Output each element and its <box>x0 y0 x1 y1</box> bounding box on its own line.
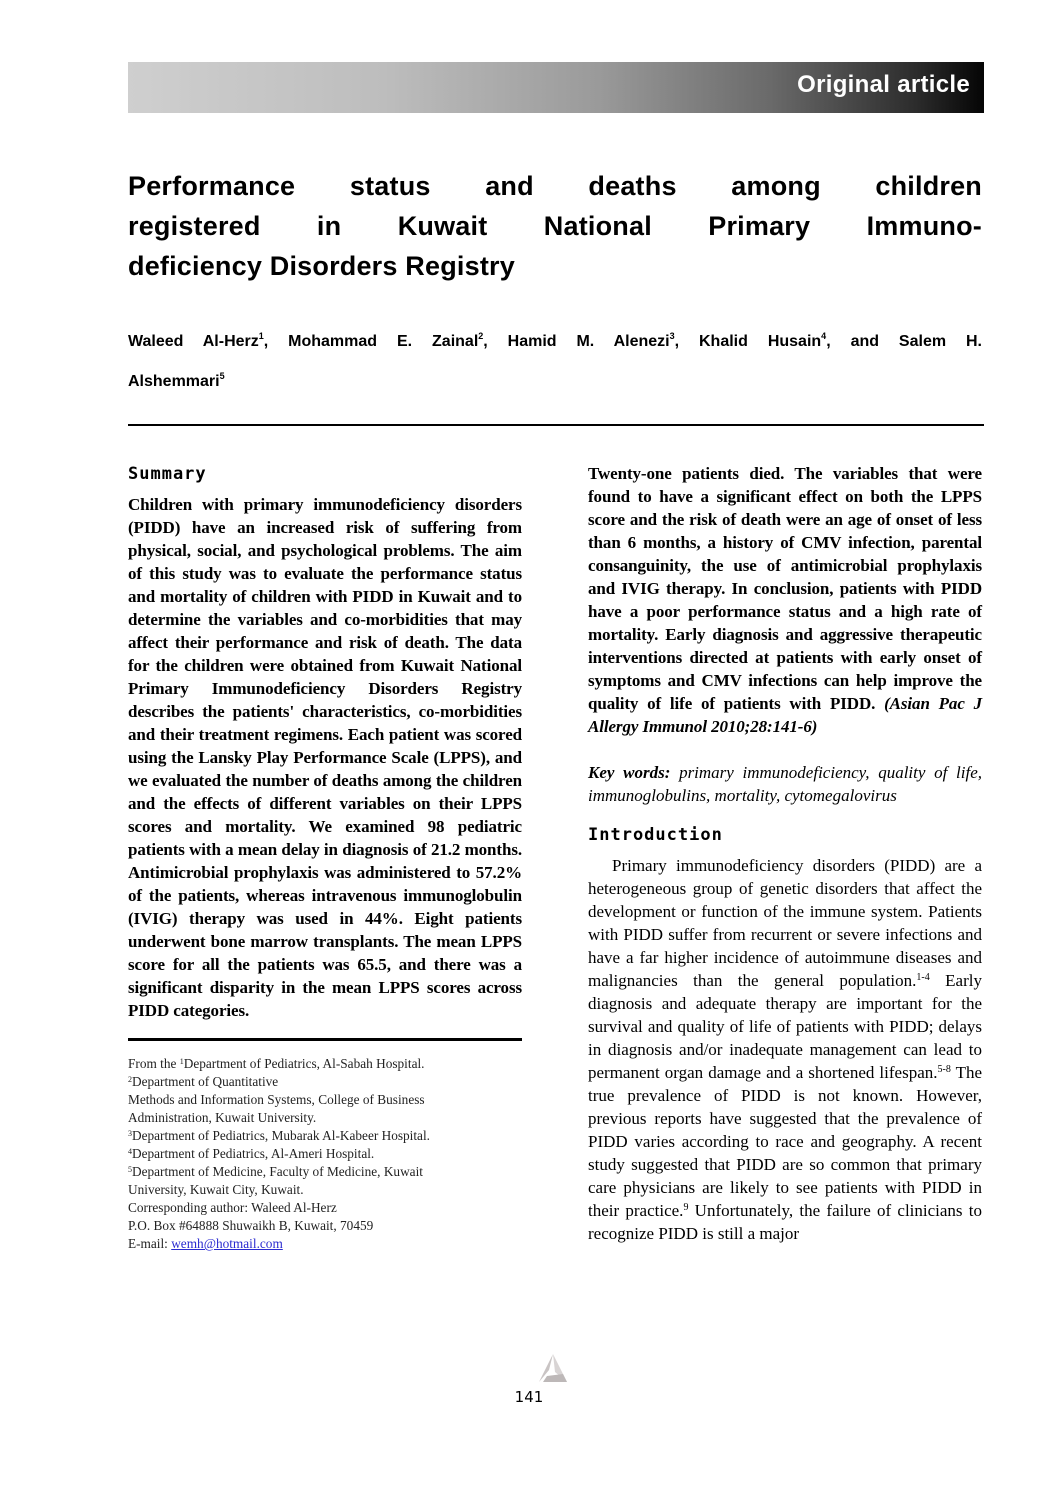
right-column <box>588 462 982 1245</box>
footnote-divider <box>128 1038 522 1041</box>
email-line: E-mail: wemh@hotmail.com <box>128 1236 283 1251</box>
affiliation-line: $^5$Department of Medicine, Faculty of Medicine, Kuwait <box>128 1164 423 1179</box>
affiliation-marker: 2 <box>478 331 484 341</box>
author-name: Hamid M. Alenezi <box>507 333 670 350</box>
citation-ref: 5-8 <box>937 1064 951 1075</box>
citation-ref: 1-4 <box>916 972 930 983</box>
header-divider <box>128 424 984 426</box>
summary-text-left: Children with primary immunodeficiency disorders (PIDD) have an increased risk of suffering from physical, social, and psychological problems. The aim of this study was to evaluate the performance status and mortality of children with PIDD in Kuwait and to determine the variables and co-morbidities that may affect their performance and risk of death. The data for the children were obtained from Kuwait National Primary Immunodeficiency Disorders Registry describes the patients' characteristics, co-morbidities and their treatment regimens. Each patient was scored using the Lansky Play Performance Scale (LPPS), and we evaluated the number of deaths among the children and the effects of different variables on their LPPS scores and mortality. We examined 98 pediatric patients with a mean delay in diagnosis of 21.2 months. Antimicrobial prophylaxis was administered to 57.2% of the patients, whereas intravenous immunoglobulin (IVIG) therapy was used in 44%. Eight patients underwent bone marrow transplants. The mean LPPS score for all the patients was 65.5, and there was a significant disparity in the mean LPPS scores across PIDD categories. <box>128 495 522 1020</box>
affiliations-footnote <box>128 1055 522 1253</box>
affiliation-marker: 5 <box>219 371 225 381</box>
introduction-heading: Introduction <box>588 825 723 845</box>
keywords <box>588 761 982 807</box>
summary-text-right: Twenty-one patients died. The variables that were found to have a significant effect on both the LPPS score and the risk of death were an age of onset of less than 6 months, a history of CMV infection, parental consanguinity, the use of antimicrobial prophylaxis and IVIG therapy. In conclusion, patients with PIDD have a poor performance status and a high rate of mortality. Early diagnosis and aggressive therapeutic interventions directed at patients with early onset of symptoms and CMV infections can help improve the quality of life of patients with PIDD. (Asian Pac J Allergy Immunol 2010;28:141-6) <box>588 464 982 736</box>
affiliation-line: $^4$Department of Pediatrics, Al-Ameri Hospital. <box>128 1146 375 1161</box>
email-link[interactable]: wemh@hotmail.com <box>171 1236 283 1251</box>
corresponding-author: Corresponding author: Waleed Al-Herz <box>128 1200 337 1215</box>
affiliation-marker: 3 <box>669 331 675 341</box>
affiliation-line: $^2$Department of Quantitative <box>128 1074 279 1089</box>
article-type-banner <box>128 62 984 113</box>
author-list: Waleed Al-Herz$^1$, Mohammad E. Zainal$^2$, Hamid M. Alenezi$^3$, Khalid Husain$^4$, and Salem H. Alshemmari$^5$ <box>128 331 983 390</box>
author-name: Khalid Husain <box>699 333 822 350</box>
affiliation-line: From the $^1$Department of Pediatrics, Al-Sabah Hospital. <box>128 1056 425 1071</box>
left-column <box>128 462 522 1253</box>
title-line: registered in Kuwait National Primary Immuno- <box>128 211 982 241</box>
citation-ref: 9 <box>683 1202 689 1213</box>
title-line: Performance status and deaths among children <box>128 171 982 201</box>
author-name: and Salem H. <box>850 333 983 350</box>
affiliation-line: University, Kuwait City, Kuwait. <box>128 1182 304 1197</box>
affiliation-marker: 1 <box>258 331 264 341</box>
author-name: Mohammad E. Zainal <box>288 333 479 350</box>
article-type-label: Original article <box>797 71 970 98</box>
article-title <box>128 166 982 286</box>
affiliation-marker: 4 <box>821 331 827 341</box>
summary-heading: Summary <box>128 464 207 484</box>
keywords-text: primary immunodeficiency, quality of life, immunoglobulins, mortality, cytomegalovirus <box>588 763 982 805</box>
affiliation-line: Administration, Kuwait University. <box>128 1110 317 1125</box>
keywords-label: Key words: <box>588 763 671 782</box>
author-name: Waleed Al-Herz <box>128 333 259 350</box>
affiliation-line: Methods and Information Systems, College of Business <box>128 1092 425 1107</box>
postal-address: P.O. Box #64888 Shuwaikh B, Kuwait, 70459 <box>128 1218 374 1233</box>
page-number: 141 <box>514 1388 544 1406</box>
introduction-text: Primary immunodeficiency disorders (PIDD) are a heterogeneous group of genetic disorders that affect the development or function of the immune system. Patients with PIDD suffer from recurrent or severe infections and have a far higher incidence of autoimmune diseases and malignancies than the general population.$^{1-4}$ Early diagnosis and adequate therapy are important for the survival and quality of life of patients with PIDD; delays in diagnosis and/or inadequate management can lead to permanent organ damage and a shortened lifespan.$^{5-8}$ The true prevalence of PIDD is not known. However, previous reports have suggested that the prevalence of PIDD varies according to race and geography. A recent study suggested that PIDD are so common that primary care physicians are likely to see patients with PIDD in their practice.$^9$ Unfortunately, the failure of clinicians to recognize PIDD is still a major <box>588 856 983 1243</box>
affiliation-line: $^3$Department of Pediatrics, Mubarak Al-Kabeer Hospital. <box>128 1128 430 1143</box>
journal-logo-icon <box>533 1352 573 1384</box>
title-line: deficiency Disorders Registry <box>128 251 515 281</box>
author-name: Alshemmari <box>128 373 220 390</box>
journal-citation: (Asian Pac J Allergy Immunol 2010;28:141-6) <box>588 694 982 736</box>
